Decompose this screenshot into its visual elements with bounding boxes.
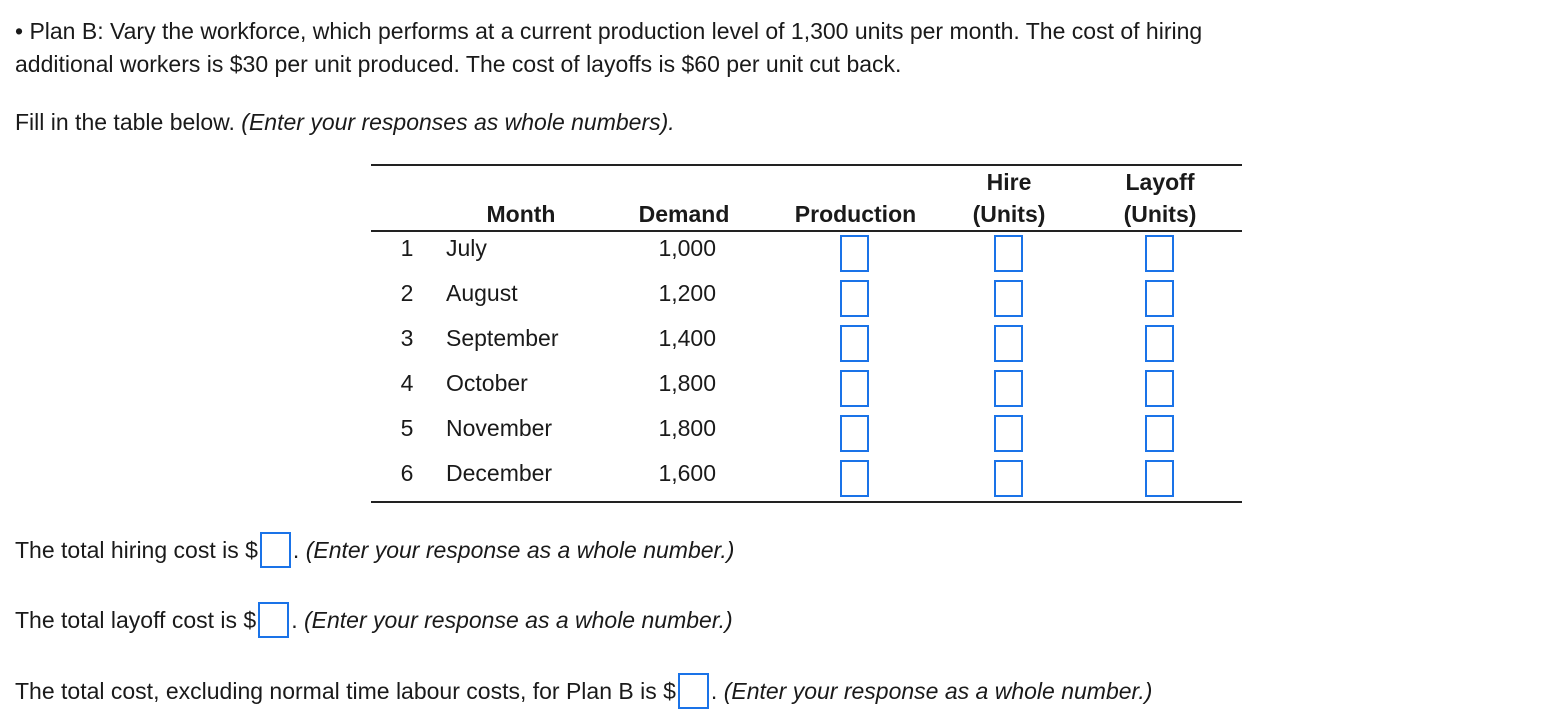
header-hire-line1: Hire: [986, 169, 1032, 195]
row-number: 5: [400, 415, 414, 441]
plan-description-line-1: • Plan B: Vary the workforce, which performs at a current production level of 1,300 units per month. The cost of hiring: [15, 18, 1203, 44]
hiring-cost-suffix: .: [292, 537, 306, 564]
instruction-text: Fill in the table below.: [15, 109, 242, 135]
row-demand: 1,200: [658, 280, 716, 306]
row-month: November: [446, 415, 553, 441]
hire-units-input[interactable]: [994, 325, 1023, 362]
layoff-units-input[interactable]: [1145, 370, 1174, 407]
row-demand: 1,800: [658, 415, 716, 441]
row-month: October: [446, 370, 528, 396]
row-demand: 1,800: [658, 370, 716, 396]
hire-units-input[interactable]: [994, 415, 1023, 452]
hire-units-input[interactable]: [994, 370, 1023, 407]
plan-description-line-2: additional workers is $30 per unit produced. The cost of layoffs is $60 per unit cut back.: [15, 51, 902, 77]
row-demand: 1,400: [658, 325, 716, 351]
production-input[interactable]: [840, 280, 869, 317]
table-bottom-rule: [371, 501, 1242, 503]
layoff-units-input[interactable]: [1145, 235, 1174, 272]
row-number: 2: [400, 280, 414, 306]
layoff-units-input[interactable]: [1145, 415, 1174, 452]
row-month: July: [446, 235, 487, 261]
hire-units-input[interactable]: [994, 280, 1023, 317]
row-number: 6: [400, 460, 414, 486]
production-input[interactable]: [840, 370, 869, 407]
row-number: 3: [400, 325, 414, 351]
layoff-units-input[interactable]: [1145, 325, 1174, 362]
hire-units-input[interactable]: [994, 235, 1023, 272]
layoff-units-input[interactable]: [1145, 280, 1174, 317]
layoff-cost-question: [15, 604, 733, 640]
instruction-hint: (Enter your responses as whole numbers).: [241, 109, 675, 135]
hiring-cost-prefix: The total hiring cost is $: [15, 537, 258, 564]
table-header-rule: [371, 230, 1242, 232]
production-input[interactable]: [840, 325, 869, 362]
layoff-cost-input[interactable]: [258, 602, 289, 638]
total-cost-hint: (Enter your response as a whole number.): [723, 678, 1153, 705]
header-demand: Demand: [638, 201, 730, 227]
row-month: September: [446, 325, 559, 351]
total-cost-question: [15, 675, 1152, 711]
row-number: 1: [400, 235, 414, 261]
header-month: Month: [486, 201, 556, 227]
layoff-cost-prefix: The total layoff cost is $: [15, 607, 257, 634]
hire-units-input[interactable]: [994, 460, 1023, 497]
row-month: August: [446, 280, 518, 306]
row-number: 4: [400, 370, 414, 396]
layoff-cost-suffix: .: [291, 607, 304, 634]
hiring-cost-question: [15, 534, 734, 570]
production-input[interactable]: [840, 460, 869, 497]
hiring-cost-hint: (Enter your response as a whole number.): [305, 537, 735, 564]
header-layoff-line1: Layoff: [1125, 169, 1195, 195]
header-hire-line2: (Units): [972, 201, 1046, 227]
header-production: Production: [794, 201, 917, 227]
production-input[interactable]: [840, 235, 869, 272]
total-cost-input[interactable]: [678, 673, 709, 709]
production-input[interactable]: [840, 415, 869, 452]
row-month: December: [446, 460, 553, 486]
header-layoff-line2: (Units): [1123, 201, 1197, 227]
layoff-cost-hint: (Enter your response as a whole number.): [303, 607, 733, 634]
layoff-units-input[interactable]: [1145, 460, 1174, 497]
hiring-cost-input[interactable]: [260, 532, 291, 568]
row-demand: 1,600: [658, 460, 716, 486]
row-demand: 1,000: [658, 235, 716, 261]
table-instruction: [15, 106, 675, 138]
total-cost-prefix: The total cost, excluding normal time labour costs, for Plan B is $: [15, 678, 676, 705]
total-cost-suffix: .: [710, 678, 724, 705]
